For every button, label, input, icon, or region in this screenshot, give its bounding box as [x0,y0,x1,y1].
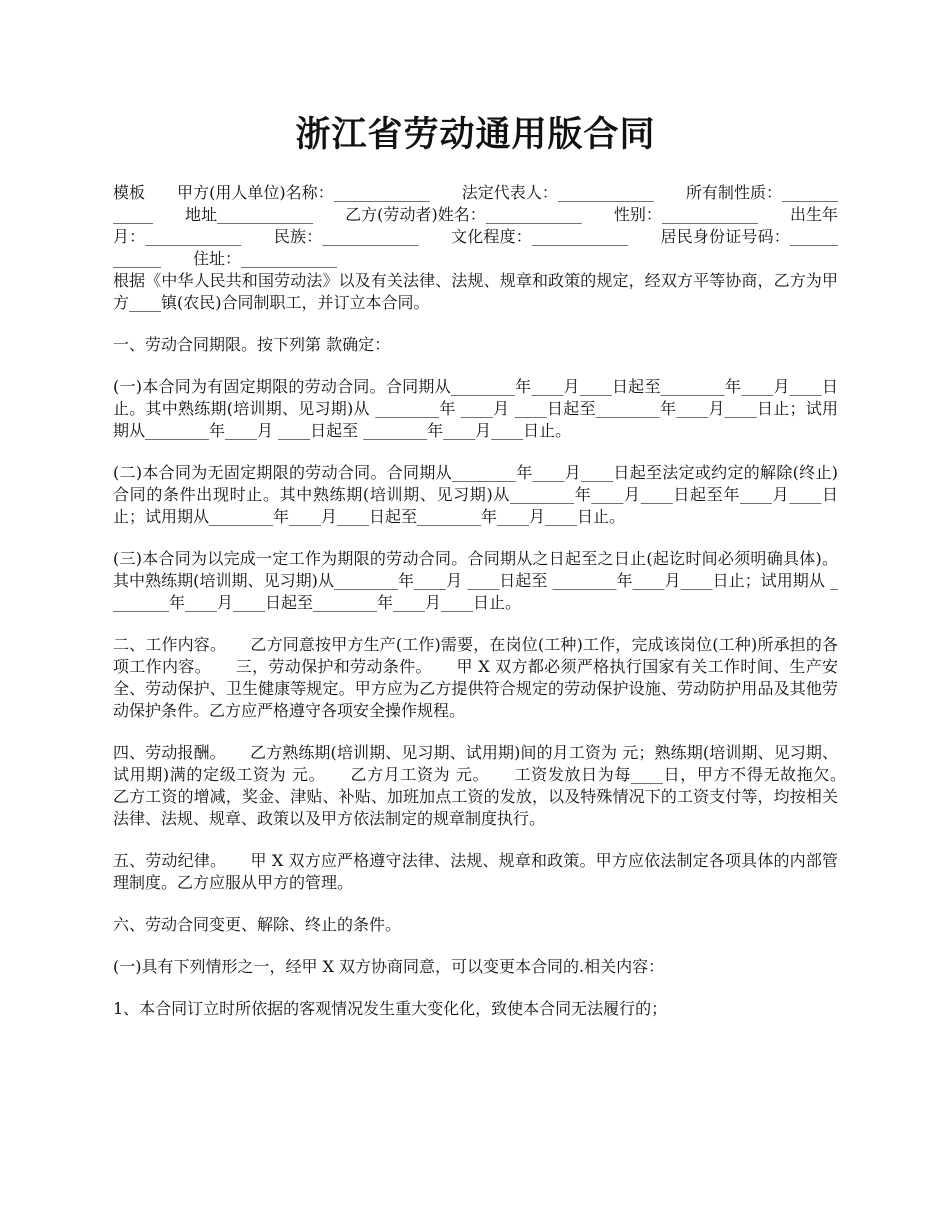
preamble-paragraph: 根据《中华人民共和国劳动法》以及有关法律、法规、规章和政策的规定，经双方平等协商，乙方为甲方____镇(农民)合同制职工，并订立本合同。 [113,271,838,312]
section-1-heading: 一、劳动合同期限。按下列第 款确定： [113,335,391,354]
document-page [113,110,871,1040]
section-5-paragraph: 五、劳动纪律。 甲 X 双方应严格遵守法律、法规、规章和政策。甲方应依法制定各项具体的内部管理制度。乙方应服从甲方的管理。 [113,851,838,892]
party-info-paragraph: 模板 甲方(用人单位)名称：____________ 法定代表人：____________ 所有制性质：____________ 地址____________ 乙方(劳动者)姓名：____________ 性别：____________ 出生年月：____________ 民族：____________ 文化程度：____________ 居民身份证号码：____________ 住址：____________ [113,183,838,268]
section-6-item-1: 1、本合同订立时所依据的客观情况发生重大变化化，致使本合同无法履行的； [113,999,668,1018]
section-1-clause-1: (一)本合同为有固定期限的劳动合同。合同期从________年____月____日起至________年____月____日止。其中熟练期(培训期、见习期)从 ________年 ____月 ____日起至________年____月____日止；试用期从________年____月 ____日起至 ________年____月____日止。 [113,377,838,440]
section-1-clause-3: (三)本合同为以完成一定工作为期限的劳动合同。合同期从之日起至之日止(起讫时间必须明确具体)。其中熟练期(培训期、见习期)从________年____月 ____日起至 ________年____月____日止；试用期从 ________年____月____日起至________年____月____日止。 [113,549,838,612]
section-6-heading: 六、劳动合同变更、解除、终止的条件。 [113,915,402,934]
section-6-clause-1: (一)具有下列情形之一，经甲 X 双方协商同意，可以变更本合同的.相关内容： [113,957,665,976]
section-1-clause-2: (二)本合同为无固定期限的劳动合同。合同期从________年____月____日起至法定或约定的解除(终止)合同的条件出现时止。其中熟练期(培训期、见习期)从________年____月____日起至年____月____日止；试用期从________年____月____日起至________年____月____日止。 [113,463,838,526]
section-4-paragraph: 四、劳动报酬。 乙方熟练期(培训期、见习期、试用期)间的月工资为 元；熟练期(培训期、见习期、试用期)满的定级工资为 元。 乙方月工资为 元。 工资发放日为每____日，甲方不得无故拖欠。 乙方工资的增减，奖金、津贴、补贴、加班加点工资的发放，以及特殊情况下的工资支付等，均按相关法律、法规、规章、政策以及甲方依法制定的规章制度执行。 [113,743,871,828]
section-2-3-paragraph: 二、工作内容。 乙方同意按甲方生产(工作)需要，在岗位(工种)工作，完成该岗位(工种)所承担的各项工作内容。 三，劳动保护和劳动条件。 甲 X 双方都必须严格执行国家有关工作时间、生产安全、劳动保护、卫生健康等规定。甲方应为乙方提供符合规定的劳动保护设施、劳动防护用品及其他劳动保护条件。乙方应严格遵守各项安全操作规程。 [113,635,838,720]
document-title: 浙江省劳动通用版合同 [295,114,656,155]
